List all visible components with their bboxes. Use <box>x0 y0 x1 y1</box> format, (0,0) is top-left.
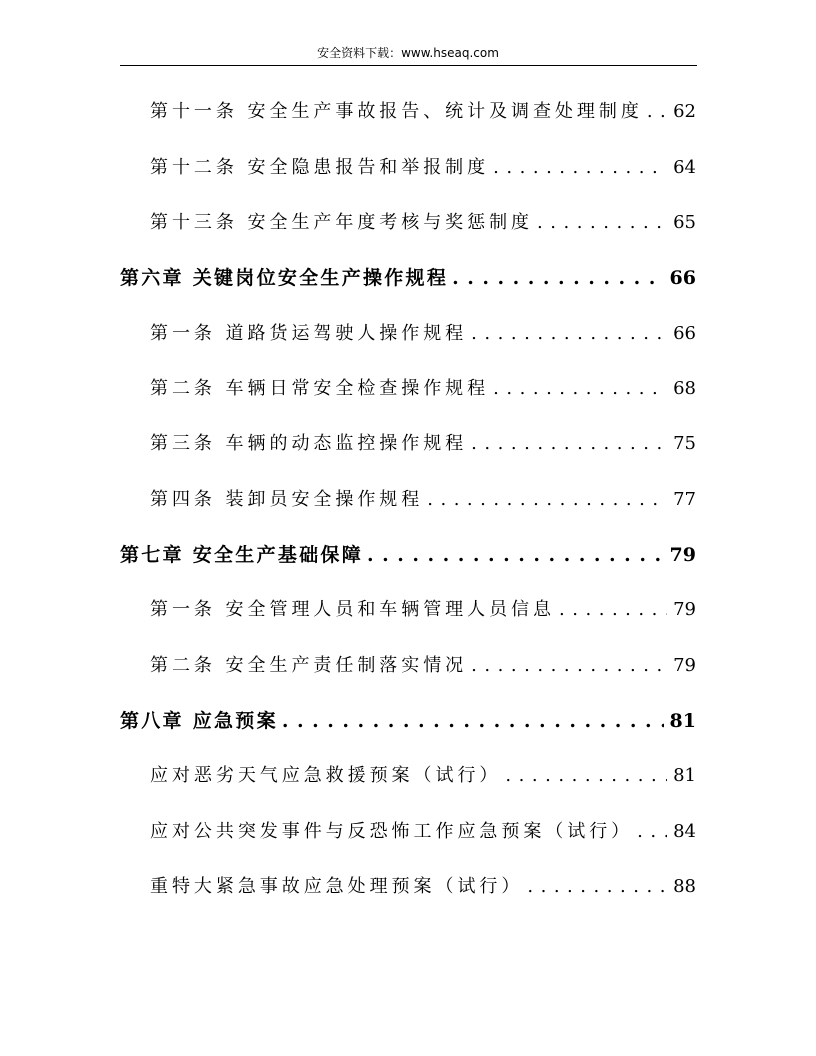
page-header: 安全资料下载：www.hseaq.com <box>317 46 499 60</box>
toc-leader-dots <box>537 212 667 233</box>
toc-leader-dots <box>527 876 667 897</box>
toc-entry[interactable] <box>150 319 696 345</box>
toc-page-number: 77 <box>673 489 696 510</box>
toc-entry[interactable] <box>150 651 696 677</box>
toc-entry[interactable] <box>150 761 696 787</box>
toc-leader-dots <box>471 433 667 454</box>
toc-leader-dots <box>452 267 663 289</box>
toc-leader-dots <box>427 489 667 510</box>
toc-entry-title: 应对公共突发事件与反恐怖工作应急预案（试行） <box>150 821 634 842</box>
toc-page-number: 66 <box>673 323 696 344</box>
toc-entry-title: 第二条 车辆日常安全检查操作规程 <box>150 378 490 399</box>
toc-chapter-entry[interactable] <box>120 540 696 567</box>
header-divider <box>120 65 697 66</box>
toc-page-number: 88 <box>673 876 696 897</box>
toc-entry-title: 第十三条 安全生产年度考核与奖惩制度 <box>150 212 533 233</box>
toc-leader-dots <box>493 157 667 178</box>
toc-entry-title: 重特大紧急事故应急处理预案（试行） <box>150 876 524 897</box>
toc-page-number: 64 <box>673 157 696 178</box>
toc-page-number: 84 <box>673 821 696 842</box>
toc-entry[interactable] <box>150 374 696 400</box>
toc-leader-dots <box>282 710 664 732</box>
toc-page-number: 65 <box>673 212 696 233</box>
toc-entry-title: 第十一条 安全生产事故报告、统计及调查处理制度 <box>150 101 643 122</box>
toc-leader-dots <box>471 655 667 676</box>
toc-leader-dots <box>559 599 667 620</box>
toc-page-number: 79 <box>669 544 696 566</box>
toc-entry[interactable] <box>150 485 696 511</box>
toc-chapter-title: 第七章 安全生产基础保障 <box>120 544 363 566</box>
toc-entry-title: 第三条 车辆的动态监控操作规程 <box>150 433 468 454</box>
toc-entry[interactable] <box>150 595 696 621</box>
toc-entry[interactable] <box>150 208 696 234</box>
toc-entry-title: 第十二条 安全隐患报告和举报制度 <box>150 157 490 178</box>
toc-page-number: 75 <box>673 433 696 454</box>
toc-leader-dots <box>637 821 667 842</box>
toc-page-number: 79 <box>673 655 696 676</box>
toc-page-number: 81 <box>673 765 696 786</box>
toc-page-number: 66 <box>669 267 696 289</box>
toc-page-number: 62 <box>673 101 696 122</box>
toc-leader-dots <box>367 544 664 566</box>
toc-page-number: 81 <box>669 710 696 732</box>
toc-entry[interactable] <box>150 97 696 123</box>
toc-page-number: 68 <box>673 378 696 399</box>
toc-entry[interactable] <box>150 153 696 179</box>
toc-entry-title: 第一条 安全管理人员和车辆管理人员信息 <box>150 599 555 620</box>
toc-entry-title: 应对恶劣天气应急救援预案（试行） <box>150 765 502 786</box>
toc-entry[interactable] <box>150 872 696 898</box>
toc-entry-title: 第四条 装卸员安全操作规程 <box>150 489 424 510</box>
toc-page-number: 79 <box>673 599 696 620</box>
toc-chapter-entry[interactable] <box>120 706 696 733</box>
toc-chapter-title: 第八章 应急预案 <box>120 710 278 732</box>
toc-chapter-entry[interactable] <box>120 263 696 290</box>
toc-entry-title: 第二条 安全生产责任制落实情况 <box>150 655 468 676</box>
toc-entry-title: 第一条 道路货运驾驶人操作规程 <box>150 323 468 344</box>
toc-entry[interactable] <box>150 817 696 843</box>
toc-entry[interactable] <box>150 429 696 455</box>
toc-leader-dots <box>493 378 667 399</box>
toc-leader-dots <box>505 765 667 786</box>
toc-leader-dots <box>647 101 667 122</box>
toc-chapter-title: 第六章 关键岗位安全生产操作规程 <box>120 267 449 289</box>
toc-leader-dots <box>471 323 667 344</box>
